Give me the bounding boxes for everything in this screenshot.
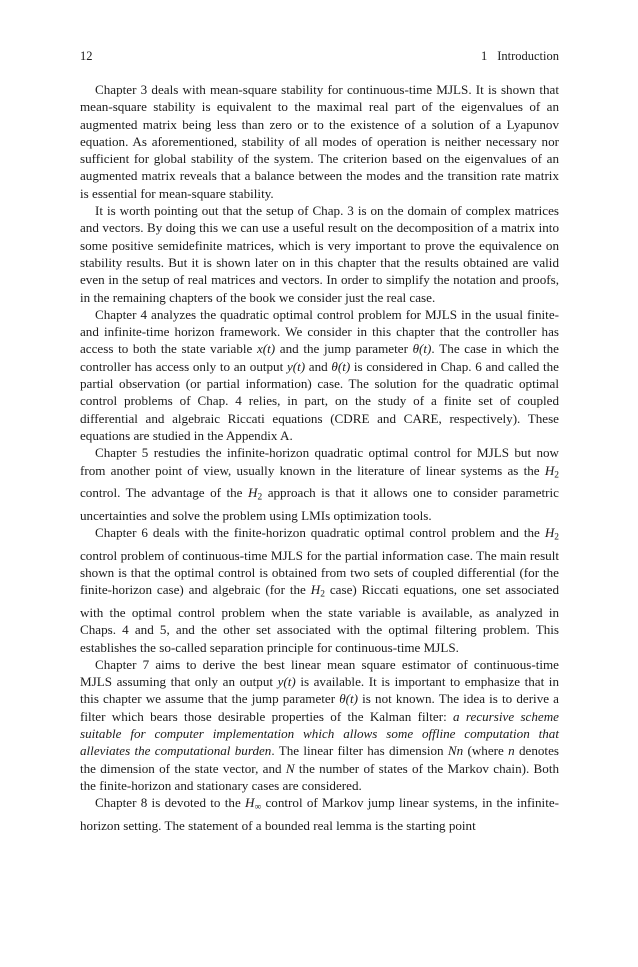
chapter-number: 1 [480, 49, 488, 63]
math-h2: $H_2$ [544, 462, 559, 480]
math-h-infinity: $H_\infty$ [245, 795, 262, 813]
page-header [80, 49, 559, 65]
math-theta-t: θ(t) [331, 358, 351, 374]
running-head [481, 49, 559, 64]
paragraph-chapter-4: Chapter 4 analyzes the quadratic optimal control problem for MJLS in the usual finite- and infinite-time horizon framework. We consider in this chapter that the controller has access to both the state variable x(t) and the jump parameter θ(t). The case in which the controller has access only to an output y(t) and θ(t) is considered in Chap. 6 and called the partial observation (or partial information) case. The solution for the quadratic optimal control problems of Chap. 4 relies, in part, on the study of a finite set of coupled differential and algebraic Riccati equations (CDRE and CARE, respectively). These equations are studied in the Appendix A. [80, 306, 559, 443]
body-text [80, 81, 559, 834]
math-h2: $H_2$ [310, 582, 325, 600]
page-number: 12 [80, 49, 93, 63]
paragraph-chapter-6: Chapter 6 deals with the finite-horizon quadratic optimal control problem and the $H_2$ control problem of continuous-time MJLS for the partial information case. The main result shown is that the optimal control is obtained from two sets of coupled differential (for the finite-horizon case) and algebraic (for the $H_2$ case) Riccati equations, one set associated with the optimal control problem when the state variable is available, as analyzed in Chaps. 4 and 5, and the other set associated with the optimal filtering problem. This establishes the so-called separation principle for continuous-time MJLS. [80, 525, 560, 655]
paragraph-complex-setup: It is worth pointing out that the setup of Chap. 3 is on the domain of complex matrices and vectors. By doing this we can use a useful result on the decomposition of a matrix into some positive semidefinite matrices, which is very important to prove the equivalence on stability results. But it is shown later on in this chapter that the results obtained are valid even in the setup of real matrices and vectors. In order to simplify the notation and proofs, in the remaining chapters of the book we consider just the real case. [80, 203, 559, 305]
paragraph-chapter-3: Chapter 3 deals with mean-square stability for continuous-time MJLS. It is shown that mean-square stability is equivalent to the maximal real part of the eigenvalues of an augmented matrix being less than zero or to the existence of a solution of a Lyapunov equation. As aforementioned, stability of all modes of operation is neither necessary nor sufficient for global stability of the system. The criterion based on the eigenvalues of an augmented matrix reveals that a balance between the modes and the transition rate matrix is essential for mean-square stability. [80, 82, 559, 201]
paragraph-chapter-7: Chapter 7 aims to derive the best linear mean square estimator of continuous-time MJLS assuming that only an output y(t) is available. It is important to emphasize that in this chapter we assume that the jump parameter θ(t) is not known. The idea is to derive a filter which bears those desirable properties of the Kalman filter: a recursive scheme suitable for computer implementation which allows some offline computation that alleviates the computational burden. The linear filter has dimension Nn (where n denotes the dimension of the state vector, and N the number of states of the Markov chain). Both the finite-horizon and stationary cases are considered. [80, 656, 560, 793]
math-x-t: x(t) [256, 341, 276, 357]
math-theta-t: θ(t) [339, 691, 359, 707]
math-n: n [508, 743, 515, 759]
paragraph-chapter-5: Chapter 5 restudies the infinite-horizon quadratic optimal control for MJLS but now from another point of view, usually known in the literature of linear systems as the $H_2$ control. The advantage of the $H_2$ approach is that it allows one to consider parametric uncertainties and solve the problem using LMIs optimization tools. [80, 445, 559, 523]
math-y-t: y(t) [277, 674, 296, 690]
chapter-title: Introduction [497, 49, 559, 63]
math-h2: $H_2$ [544, 525, 559, 543]
math-N: N [285, 760, 295, 776]
math-theta-t: θ(t) [412, 341, 432, 357]
math-Nn: Nn [447, 743, 464, 759]
paragraph-chapter-8: Chapter 8 is devoted to the $H_\infty$ control of Markov jump linear systems, in the infinite-horizon setting. The statement of a bounded real lemma is the starting point [80, 795, 559, 833]
emphasized-text: a recursive scheme suitable for computer implementation which allows some offline computation that alleviates the computational burden [80, 708, 559, 759]
math-h2: $H_2$ [248, 485, 263, 503]
math-y-t: y(t) [286, 358, 306, 374]
